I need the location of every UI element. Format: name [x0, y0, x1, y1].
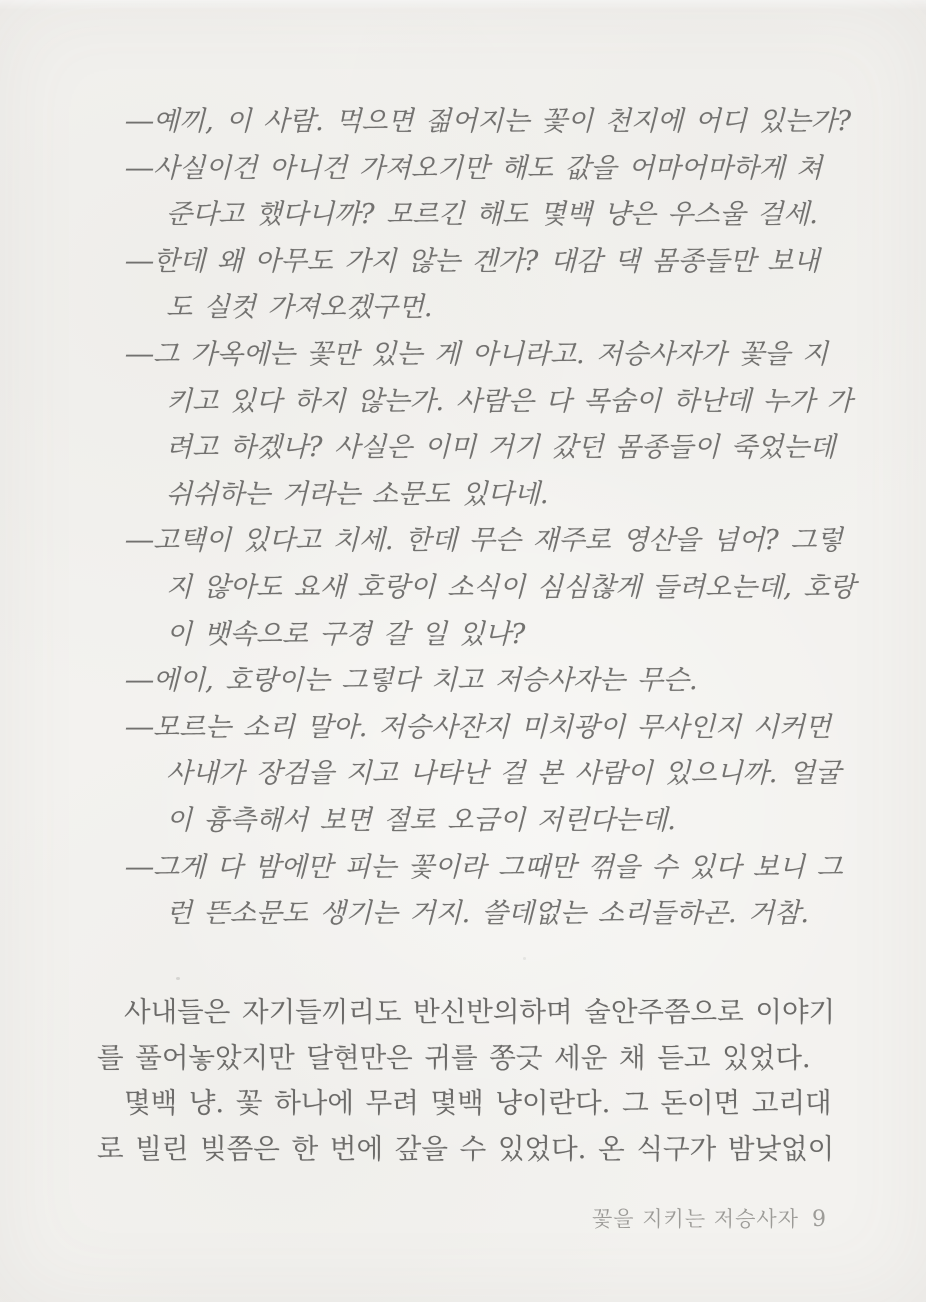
dialogue-line: ―그 가옥에는 꽃만 있는 게 아니라고. 저승사자가 꽃을 지 [126, 338, 829, 370]
dialogue-line: 런 뜬소문도 생기는 거지. 쓸데없는 소리들하곤. 거참. [166, 898, 809, 930]
dialogue-line: ―에이, 호랑이는 그렇다 치고 저승사자는 무슨. [126, 665, 698, 697]
dialogue-line: 키고 있다 하지 않는가. 사람은 다 목숨이 하난데 누가 가 [166, 385, 853, 417]
dialogue-line: 쉬쉬하는 거라는 소문도 있다네. [166, 478, 549, 510]
dialogue-line: 준다고 했다니까? 모르긴 해도 몇백 냥은 우스울 걸세. [166, 199, 818, 231]
dialogue-line: 도 실컷 가져오겠구먼. [166, 292, 433, 324]
paper-speck [176, 977, 180, 980]
dialogue-line: ―예끼, 이 사람. 먹으면 젊어지는 꽃이 천지에 어디 있는가? [126, 106, 852, 137]
dialogue-line: ―한데 왜 아무도 가지 않는 겐가? 대감 댁 몸종들만 보내 [126, 245, 820, 277]
dialogue-line: 이 흉측해서 보면 절로 오금이 저린다는데. [166, 804, 676, 836]
narration-line: 를 풀어놓았지만 달현만은 귀를 쫑긋 세운 채 듣고 있었다. [97, 1041, 811, 1074]
narration-line: 사내들은 자기들끼리도 반신반의하며 술안주쯤으로 이야기 [124, 996, 836, 1028]
dialogue-line: 사내가 장검을 지고 나타난 걸 본 사람이 있으니까. 얼굴 [166, 758, 842, 790]
dialogue-line: 이 뱃속으로 구경 갈 일 있나? [166, 618, 526, 650]
running-chapter-title: 꽃을 지키는 저승사자 [592, 1207, 799, 1231]
paper-speck [523, 957, 526, 960]
dialogue-line: 려고 하겠나? 사실은 이미 거기 갔던 몸종들이 죽었는데 [166, 432, 836, 464]
dialogue-line: ―사실이건 아니건 가져오기만 해도 값을 어마어마하게 쳐 [126, 152, 823, 184]
dialogue-block [126, 99, 871, 938]
narration-block [97, 990, 867, 1172]
dialogue-line: ―고택이 있다고 치세. 한데 무슨 재주로 영산을 넘어? 그렇 [126, 525, 843, 557]
dialogue-line: ―모르는 소리 말아. 저승사잔지 미치광이 무사인지 시커먼 [126, 711, 831, 743]
narration-line: 몇백 냥. 꽃 하나에 무려 몇백 냥이란다. 그 돈이면 고리대 [124, 1087, 832, 1119]
narration-line: 로 빌린 빚쯤은 한 번에 갚을 수 있었다. 온 식구가 밤낮없이 [97, 1132, 835, 1165]
page-number: 9 [811, 1207, 827, 1232]
page-footer [592, 1204, 827, 1235]
dialogue-line: ―그게 다 밤에만 피는 꽃이라 그때만 꺾을 수 있다 보니 그 [126, 851, 843, 883]
dialogue-line: 지 않아도 요새 호랑이 소식이 심심찮게 들려오는데, 호랑 [166, 571, 856, 603]
